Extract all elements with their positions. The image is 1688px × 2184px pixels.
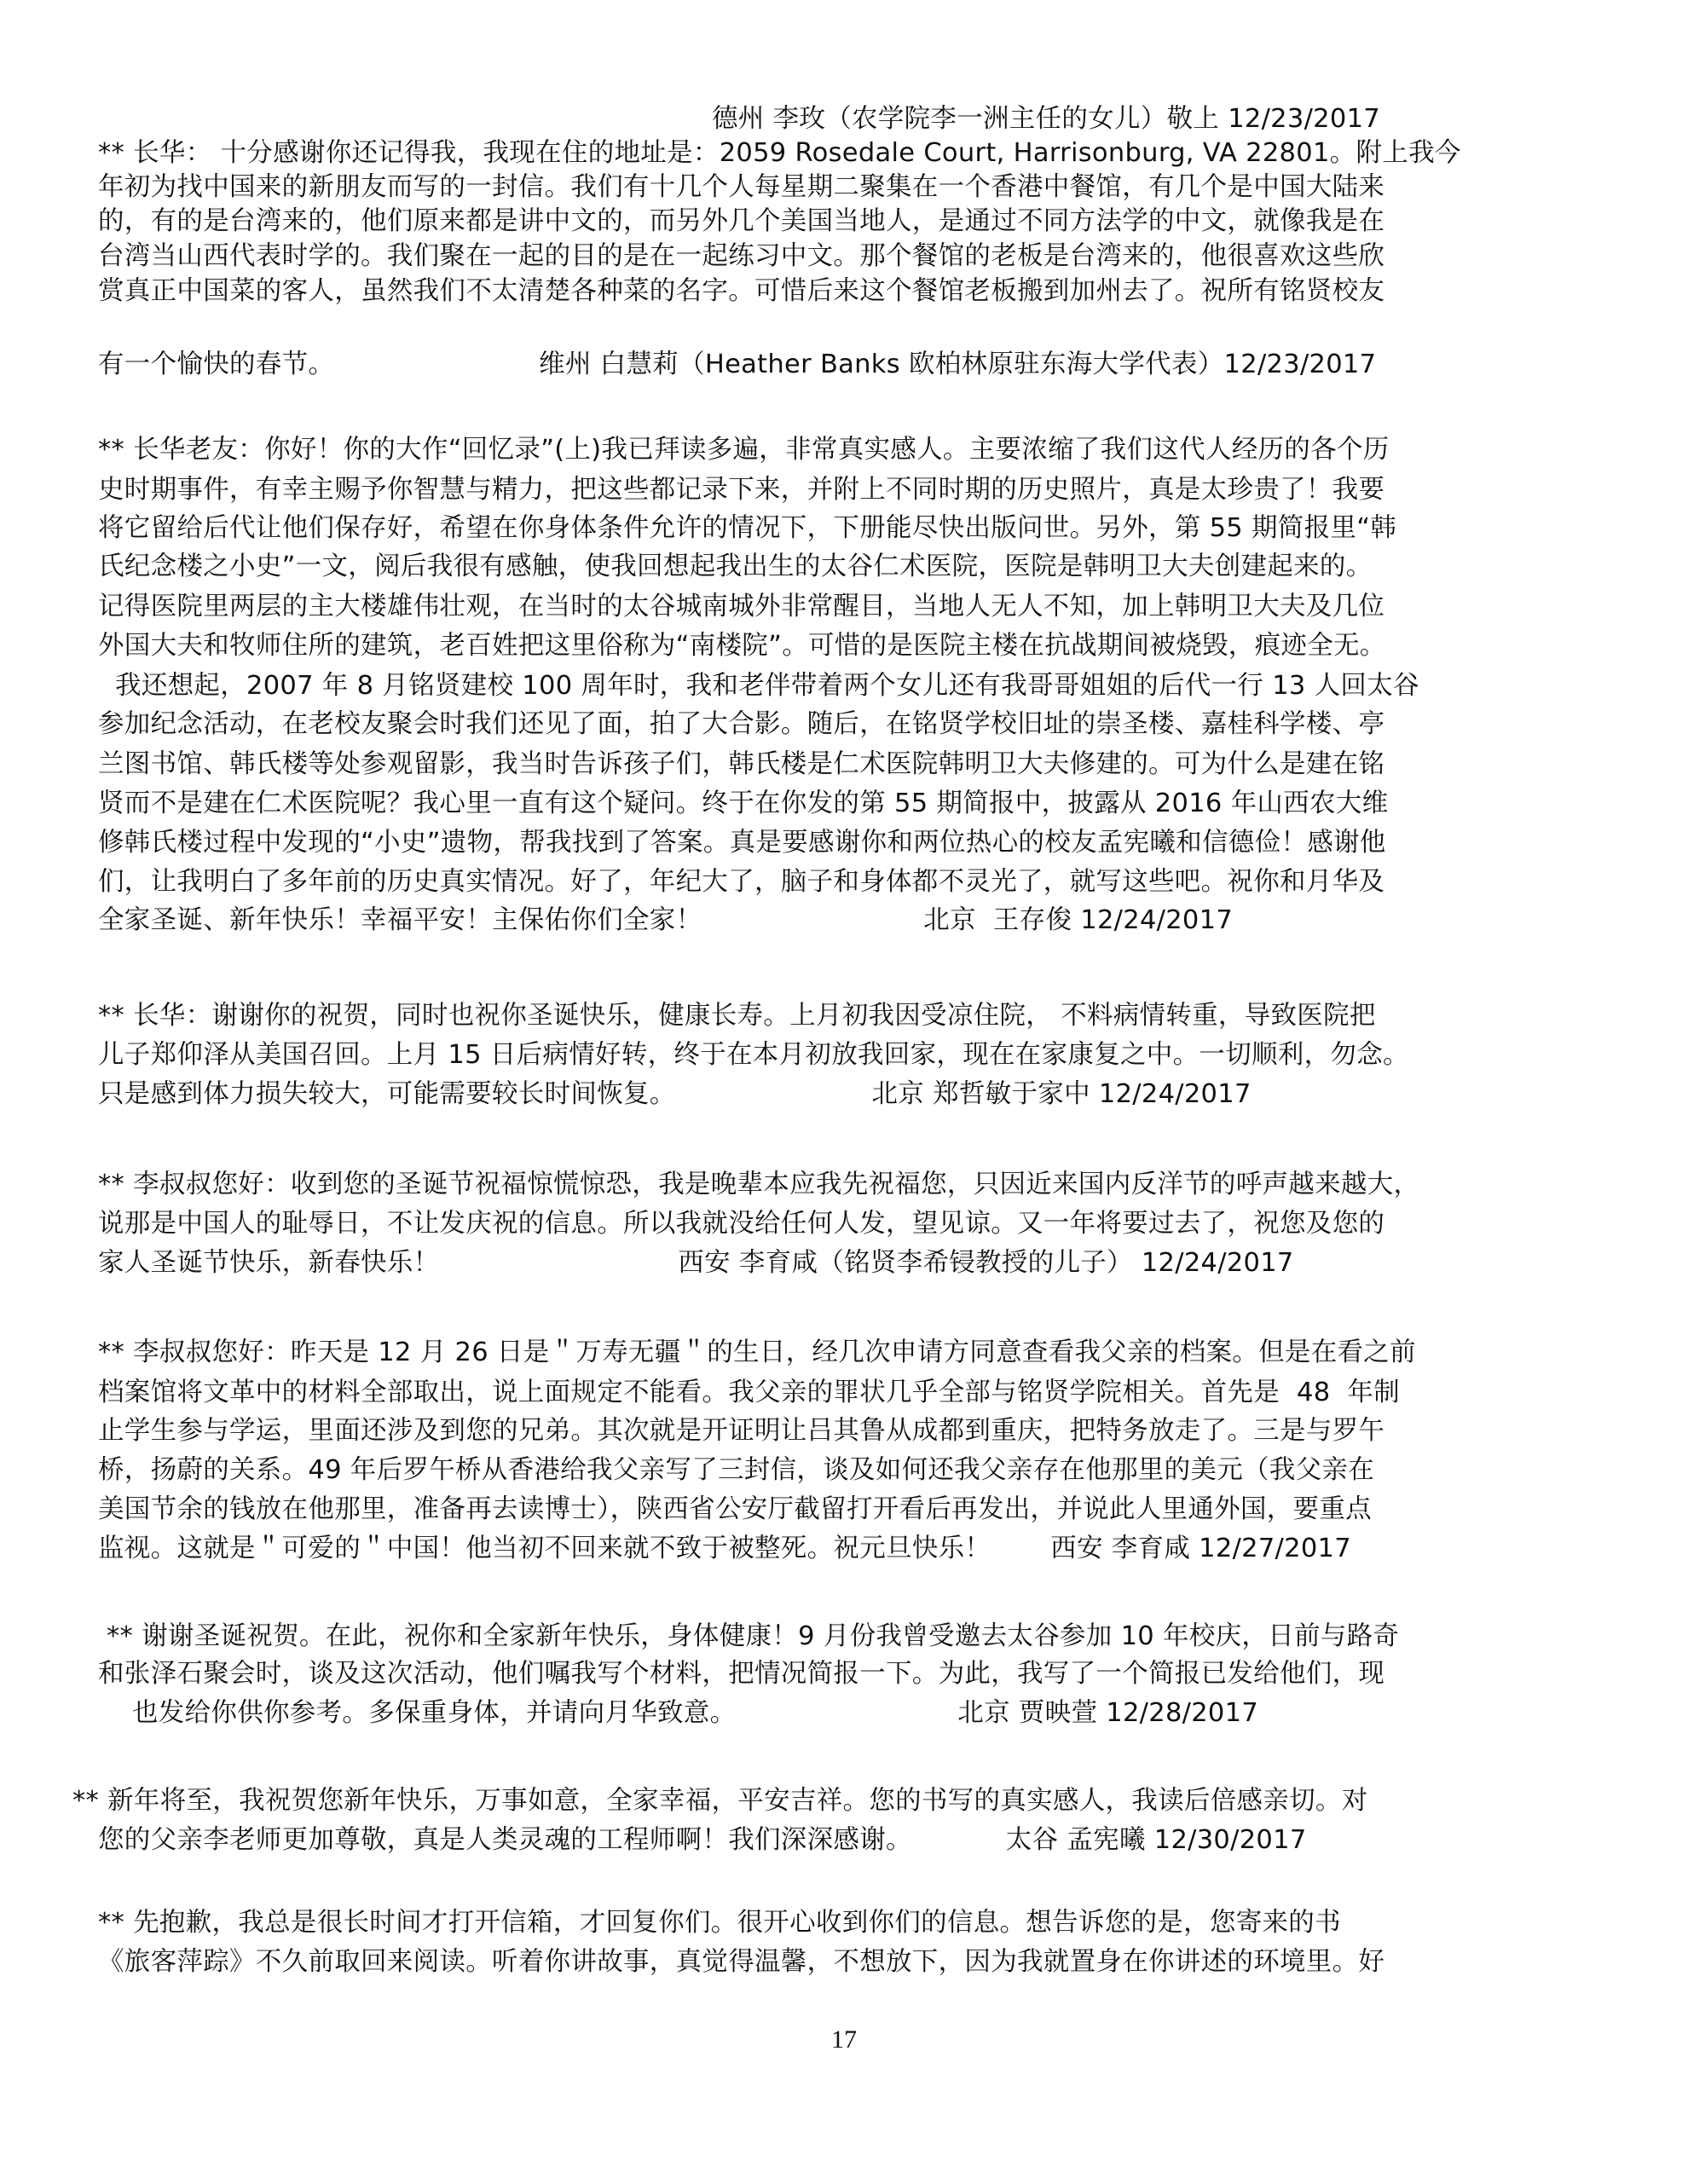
text-line: 年初为找中国来的新朋友而写的一封信。我们有十几个人每星期二聚集在一个香港中餐馆，有几个是中国大陆来 — [98, 172, 1385, 202]
text-line: 档案馆将文革中的材料全部取出，说上面规定不能看。我父亲的罪状几乎全部与铭贤学院相关。首先是 48 年制 — [98, 1378, 1400, 1407]
text-line: 您的父亲李老师更加尊敬，真是人类灵魂的工程师啊！我们深深感谢。 太谷 孟宪曦 12/30/2017 — [98, 1825, 1307, 1855]
text-line: 赏真正中国菜的客人，虽然我们不太清楚各种菜的名字。可惜后来这个餐馆老板搬到加州去了。祝所有铭贤校友 — [98, 276, 1385, 306]
text-line: 只是感到体力损失较大，可能需要较长时间恢复。 北京 郑哲敏于家中 12/24/2017 — [98, 1079, 1252, 1109]
text-line: 我还想起，2007 年 8 月铭贤建校 100 周年时，我和老伴带着两个女儿还有我哥哥姐姐的后代一行 13 人回太谷 — [98, 671, 1419, 701]
text-line: 也发给你供你参考。多保重身体，并请向月华致意。 北京 贾映萱 12/28/2017 — [132, 1698, 1259, 1728]
text-line: 和张泽石聚会时，谈及这次活动，他们嘱我写个材料，把情况简报一下。为此，我写了一个简报已发给他们，现 — [98, 1659, 1385, 1689]
text-line: ** 长华： 十分感谢你还记得我，我现在住的地址是：2059 Rosedale Court, Harrisonburg, VA 22801。附上我今 — [98, 138, 1461, 168]
text-line: 监视。这就是＂可爱的＂中国！他当初不回来就不致于被整死。祝元旦快乐！ 西安 李育咸 12/27/2017 — [98, 1534, 1351, 1563]
text-line: 兰图书馆、韩氏楼等处参观留影，我当时告诉孩子们，韩氏楼是仁术医院韩明卫大夫修建的。可为什么是建在铭 — [98, 749, 1385, 779]
text-line: ** 长华老友：你好！你的大作“回忆录”(上)我已拜读多遍，非常真实感人。主要浓缩了我们这代人经历的各个历 — [98, 435, 1390, 465]
text-line: ** 谢谢圣诞祝贺。在此，祝你和全家新年快乐，身体健康！9 月份我曾受邀去太谷参加 10 年校庆，日前与路奇 — [107, 1621, 1400, 1651]
text-line: 史时期事件，有幸主赐予你智慧与精力，把这些都记录下来，并附上不同时期的历史照片，真是太珍贵了！我要 — [98, 475, 1385, 505]
text-line: ** 新年将至，我祝贺您新年快乐，万事如意，全家幸福，平安吉祥。您的书写的真实感人，我读后倍感亲切。对 — [72, 1786, 1368, 1816]
text-line: 台湾当山西代表时学的。我们聚在一起的目的是在一起练习中文。那个餐馆的老板是台湾来的，他很喜欢这些欣 — [98, 241, 1385, 271]
text-line: 参加纪念活动，在老校友聚会时我们还见了面，拍了大合影。随后，在铭贤学校旧址的崇圣楼、嘉桂科学楼、亭 — [98, 709, 1385, 739]
text-line: 们，让我明白了多年前的历史真实情况。好了，年纪大了，脑子和身体都不灵光了，就写这些吧。祝你和月华及 — [98, 867, 1385, 897]
text-line: 修韩氏楼过程中发现的“小史”遗物，帮我找到了答案。真是要感谢你和两位热心的校友孟宪曦和信德俭！感谢他 — [98, 828, 1386, 858]
text-line: 全家圣诞、新年快乐！幸福平安！主保佑你们全家！ 北京 王存俊 12/24/2017 — [98, 905, 1234, 935]
text-line: 止学生参与学运，里面还涉及到您的兄弟。其次就是开证明让吕其鲁从成都到重庆，把特务放走了。三是与罗午 — [98, 1416, 1385, 1446]
text-line: ** 先抱歉，我总是很长时间才打开信箱，才回复你们。很开心收到你们的信息。想告诉您的是，您寄来的书 — [98, 1908, 1341, 1938]
text-line: 德州 李玫（农学院李一洲主任的女儿）敬上 12/23/2017 — [712, 104, 1380, 134]
text-line: 外国大夫和牧师住所的建筑，老百姓把这里俗称为“南楼院”。可惜的是医院主楼在抗战期间被烧毁，痕迹全无。 — [98, 631, 1386, 661]
text-line: 的，有的是台湾来的，他们原来都是讲中文的，而另外几个美国当地人，是通过不同方法学的中文，就像我是在 — [98, 206, 1385, 236]
text-line: 儿子郑仰泽从美国召回。上月 15 日后病情好转，终于在本月初放我回家，现在在家康复之中。一切顺利，勿念。 — [98, 1040, 1409, 1070]
text-line: 记得医院里两层的主大楼雄伟壮观，在当时的太谷城南城外非常醒目，当地人无人不知，加上韩明卫大夫及几位 — [98, 592, 1385, 621]
page-number: 17 — [831, 2025, 857, 2054]
text-line: 《旅客萍踪》不久前取回来阅读。听着你讲故事，真觉得温馨，不想放下，因为我就置身在你讲述的环境里。好 — [98, 1947, 1385, 1977]
text-line: 说那是中国人的耻辱日，不让发庆祝的信息。所以我就没给任何人发，望见谅。又一年将要过去了，祝您及您的 — [98, 1209, 1385, 1239]
text-line: ** 李叔叔您好：收到您的圣诞节祝福惊慌惊恐，我是晚辈本应我先祝福您，只因近来国内反洋节的呼声越来越大， — [98, 1170, 1420, 1199]
text-line: 氏纪念楼之小史”一文，阅后我很有感触，使我回想起我出生的太谷仁术医院，医院是韩明卫大夫创建起来的。 — [98, 552, 1373, 581]
text-line: 桥，扬蔚的关系。49 年后罗午桥从香港给我父亲写了三封信，谈及如何还我父亲存在他那里的美元（我父亲在 — [98, 1455, 1375, 1485]
text-line: ** 李叔叔您好：昨天是 12 月 26 日是＂万寿无疆＂的生日，经几次申请方同意查看我父亲的档案。但是在看之前 — [98, 1338, 1416, 1367]
text-line: 将它留给后代让他们保存好，希望在你身体条件允许的情况下，下册能尽快出版问世。另外，第 55 期简报里“韩 — [98, 513, 1397, 543]
text-line: 有一个愉快的春节。 维州 白慧莉（Heather Banks 欧柏林原驻东海大学代表）12/23/2017 — [98, 350, 1377, 379]
text-line: 家人圣诞节快乐，新春快乐！ 西安 李育咸（铭贤李希锓教授的儿子） 12/24/2017 — [98, 1248, 1294, 1278]
text-line: ** 长华：谢谢你的祝贺，同时也祝你圣诞快乐，健康长寿。上月初我因受凉住院， 不料病情转重，导致医院把 — [98, 1001, 1376, 1031]
text-line: 美国节余的钱放在他那里，准备再去读博士），陕西省公安厅截留打开看后再发出，并说此人里通外国，要重点 — [98, 1494, 1372, 1524]
text-line: 贤而不是建在仁术医院呢？我心里一直有这个疑问。终于在你发的第 55 期简报中，披露从 2016 年山西农大维 — [98, 789, 1389, 818]
